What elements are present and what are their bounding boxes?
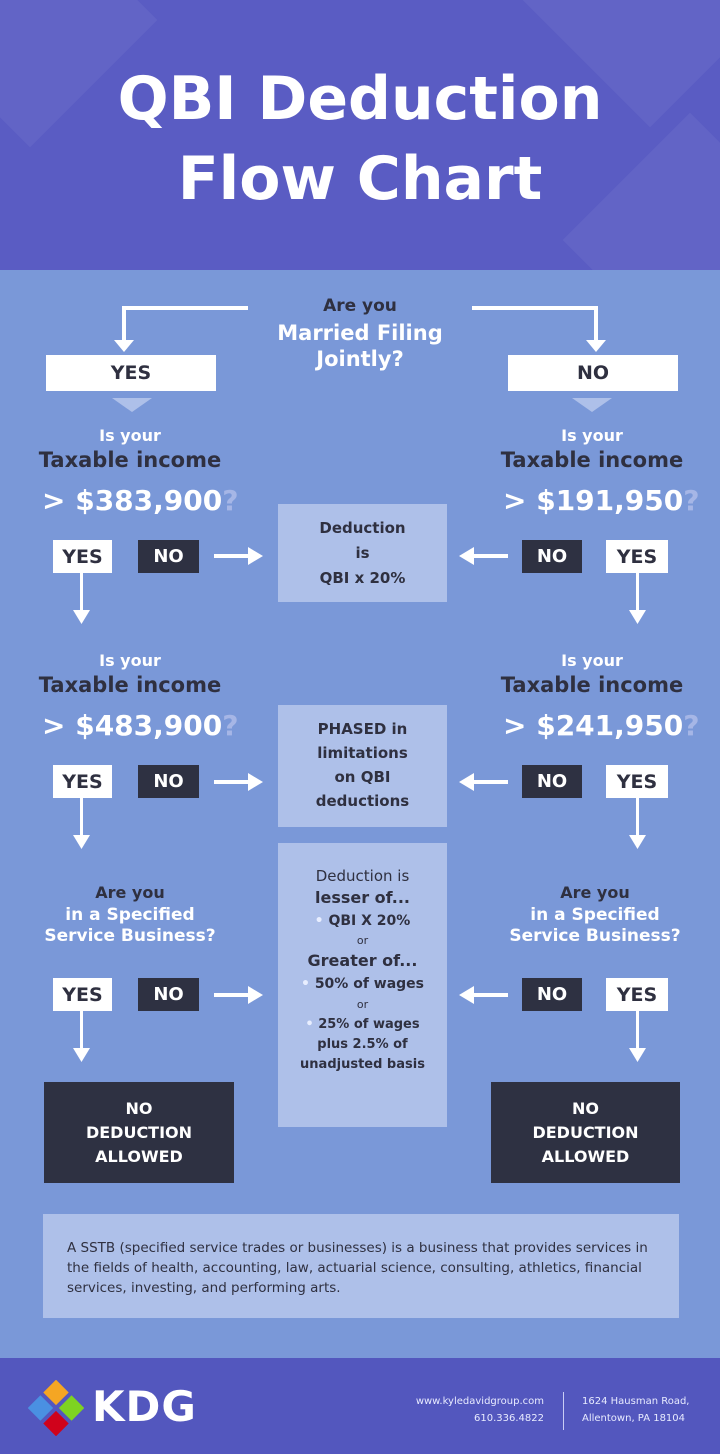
connector-line [214,554,250,558]
footer-website[interactable]: www.kyledavidgroup.com [415,1396,544,1407]
footer-address-line2: Allentown, PA 18104 [582,1413,686,1424]
right-q1-amount: > $191,950? [503,484,700,517]
right-result-line2: DEDUCTION [532,1122,639,1142]
arrow-head [459,547,474,565]
left-q3-line3: Service Business? [44,926,216,946]
right-q3-line3: Service Business? [509,926,681,946]
center-box-2-line3: on QBI [334,768,391,786]
left-result-line1: NO [125,1098,153,1118]
left-q2-amount: > $483,900? [42,709,239,742]
left-q1-line2: Taxable income [38,448,222,472]
chevron-down-icon [112,398,152,412]
left-result-line3: ALLOWED [95,1146,183,1166]
arrow-head [248,547,263,565]
center-box-3-line3: Greater of... [307,951,418,970]
root-question-line3: Jointly? [316,347,404,371]
left-q3-line2: in a Specified [65,905,195,925]
footer-address [582,1393,689,1427]
left-q2-line1: Is your [99,651,161,670]
right-no-deduction-box [491,1082,680,1183]
left-q2-line2: Taxable income [38,673,222,697]
left-q1-amount: > $383,900? [42,484,239,517]
connector-line [636,798,639,838]
connector-line [636,1011,639,1051]
right-result-line3: ALLOWED [541,1146,630,1166]
right-q1-yes-box: YES [606,540,668,573]
center-box-2 [278,705,447,827]
left-q1-line1: Is your [99,426,161,445]
right-q2-line1: Is your [561,651,623,670]
arrow-head [459,986,474,1004]
right-q1-line2: Taxable income [500,448,684,472]
page-title-line1: QBI Deduction [117,64,603,134]
connector-line [636,573,639,613]
connector-line [80,573,83,613]
connector-line [472,554,508,558]
center-box-2-line4: deductions [315,792,410,810]
right-result-line1: NO [572,1098,599,1118]
sstb-note: A SSTB (specified service trades or businesses) is a business that provides services in the fields of health, accounting, law, actuarial science, consulting, athletics, financial services, investing, and performing arts. [43,1214,679,1318]
arrow-head [586,340,606,352]
arrow-head [73,1048,90,1062]
arrow-head [629,1048,646,1062]
left-q1-yes-box: YES [53,540,112,573]
footer-address-line1: 1624 Hausman Road, [582,1396,690,1407]
connector-line [472,306,598,310]
center-box-2-line1: PHASED in [317,720,408,738]
root-no-box: NO [508,355,678,391]
connector-line [472,993,508,997]
left-result-line2: DEDUCTION [85,1122,193,1142]
center-box-3 [278,843,447,1127]
center-box-1 [278,504,447,602]
right-q2-no-box: NO [522,765,582,798]
right-q3-line1: Are you [560,883,630,902]
center-box-3-item2: • 50% of wages [300,976,425,992]
right-q3-line2: in a Specified [530,905,660,925]
footer [0,1358,720,1454]
right-q3-no-box: NO [522,978,582,1011]
center-box-3-item1: • QBI X 20% [314,913,411,929]
arrow-head [248,986,263,1004]
right-q2-yes-box: YES [606,765,668,798]
kdg-logo-icon [28,1380,84,1436]
center-box-3-line2: lesser of... [314,888,410,907]
left-q3-no-box: NO [138,978,199,1011]
left-q3-line1: Are you [95,883,165,902]
connector-line [214,780,250,784]
left-no-deduction-box [44,1082,234,1183]
arrow-head [459,773,474,791]
center-box-3-item3-line2: plus 2.5% of [317,1037,408,1052]
chevron-down-icon [572,398,612,412]
right-q3-yes-box: YES [606,978,668,1011]
right-q1-line1: Is your [561,426,623,445]
center-box-2-line2: limitations [317,744,408,762]
center-box-3-item3-line3: unadjusted basis [300,1057,425,1072]
left-q2-no-box: NO [138,765,199,798]
arrow-head [248,773,263,791]
center-box-3-item3-line1: • 25% of wages [305,1017,420,1032]
arrow-head [73,610,90,624]
root-yes-box: YES [46,355,216,391]
footer-contact [400,1393,544,1427]
right-q2-amount: > $241,950? [503,709,700,742]
root-question-line2: Married Filing [277,321,443,345]
right-q2-line2: Taxable income [500,673,684,697]
connector-line [122,306,248,310]
left-q2-yes-box: YES [53,765,112,798]
center-box-1-line3: QBI x 20% [319,569,406,587]
page-title-line2: Flow Chart [177,144,543,214]
connector-line [594,306,598,342]
center-box-3-or2: or [356,998,369,1011]
center-box-3-or1: or [356,934,369,947]
arrow-head [114,340,134,352]
arrow-head [73,835,90,849]
center-box-1-line1: Deduction [319,519,406,537]
footer-phone[interactable]: 610.336.4822 [474,1413,544,1424]
kdg-logo-text: KDG [92,1382,197,1431]
connector-line [214,993,250,997]
root-question-line1: Are you [323,296,397,316]
left-q1-no-box: NO [138,540,199,573]
connector-line [80,1011,83,1051]
arrow-head [629,610,646,624]
arrow-head [629,835,646,849]
connector-line [122,306,126,342]
connector-line [472,780,508,784]
center-box-3-line1: Deduction is [315,867,410,885]
footer-divider [563,1392,564,1430]
left-q3-yes-box: YES [53,978,112,1011]
right-q1-no-box: NO [522,540,582,573]
connector-line [80,798,83,838]
center-box-1-line2: is [355,544,370,562]
